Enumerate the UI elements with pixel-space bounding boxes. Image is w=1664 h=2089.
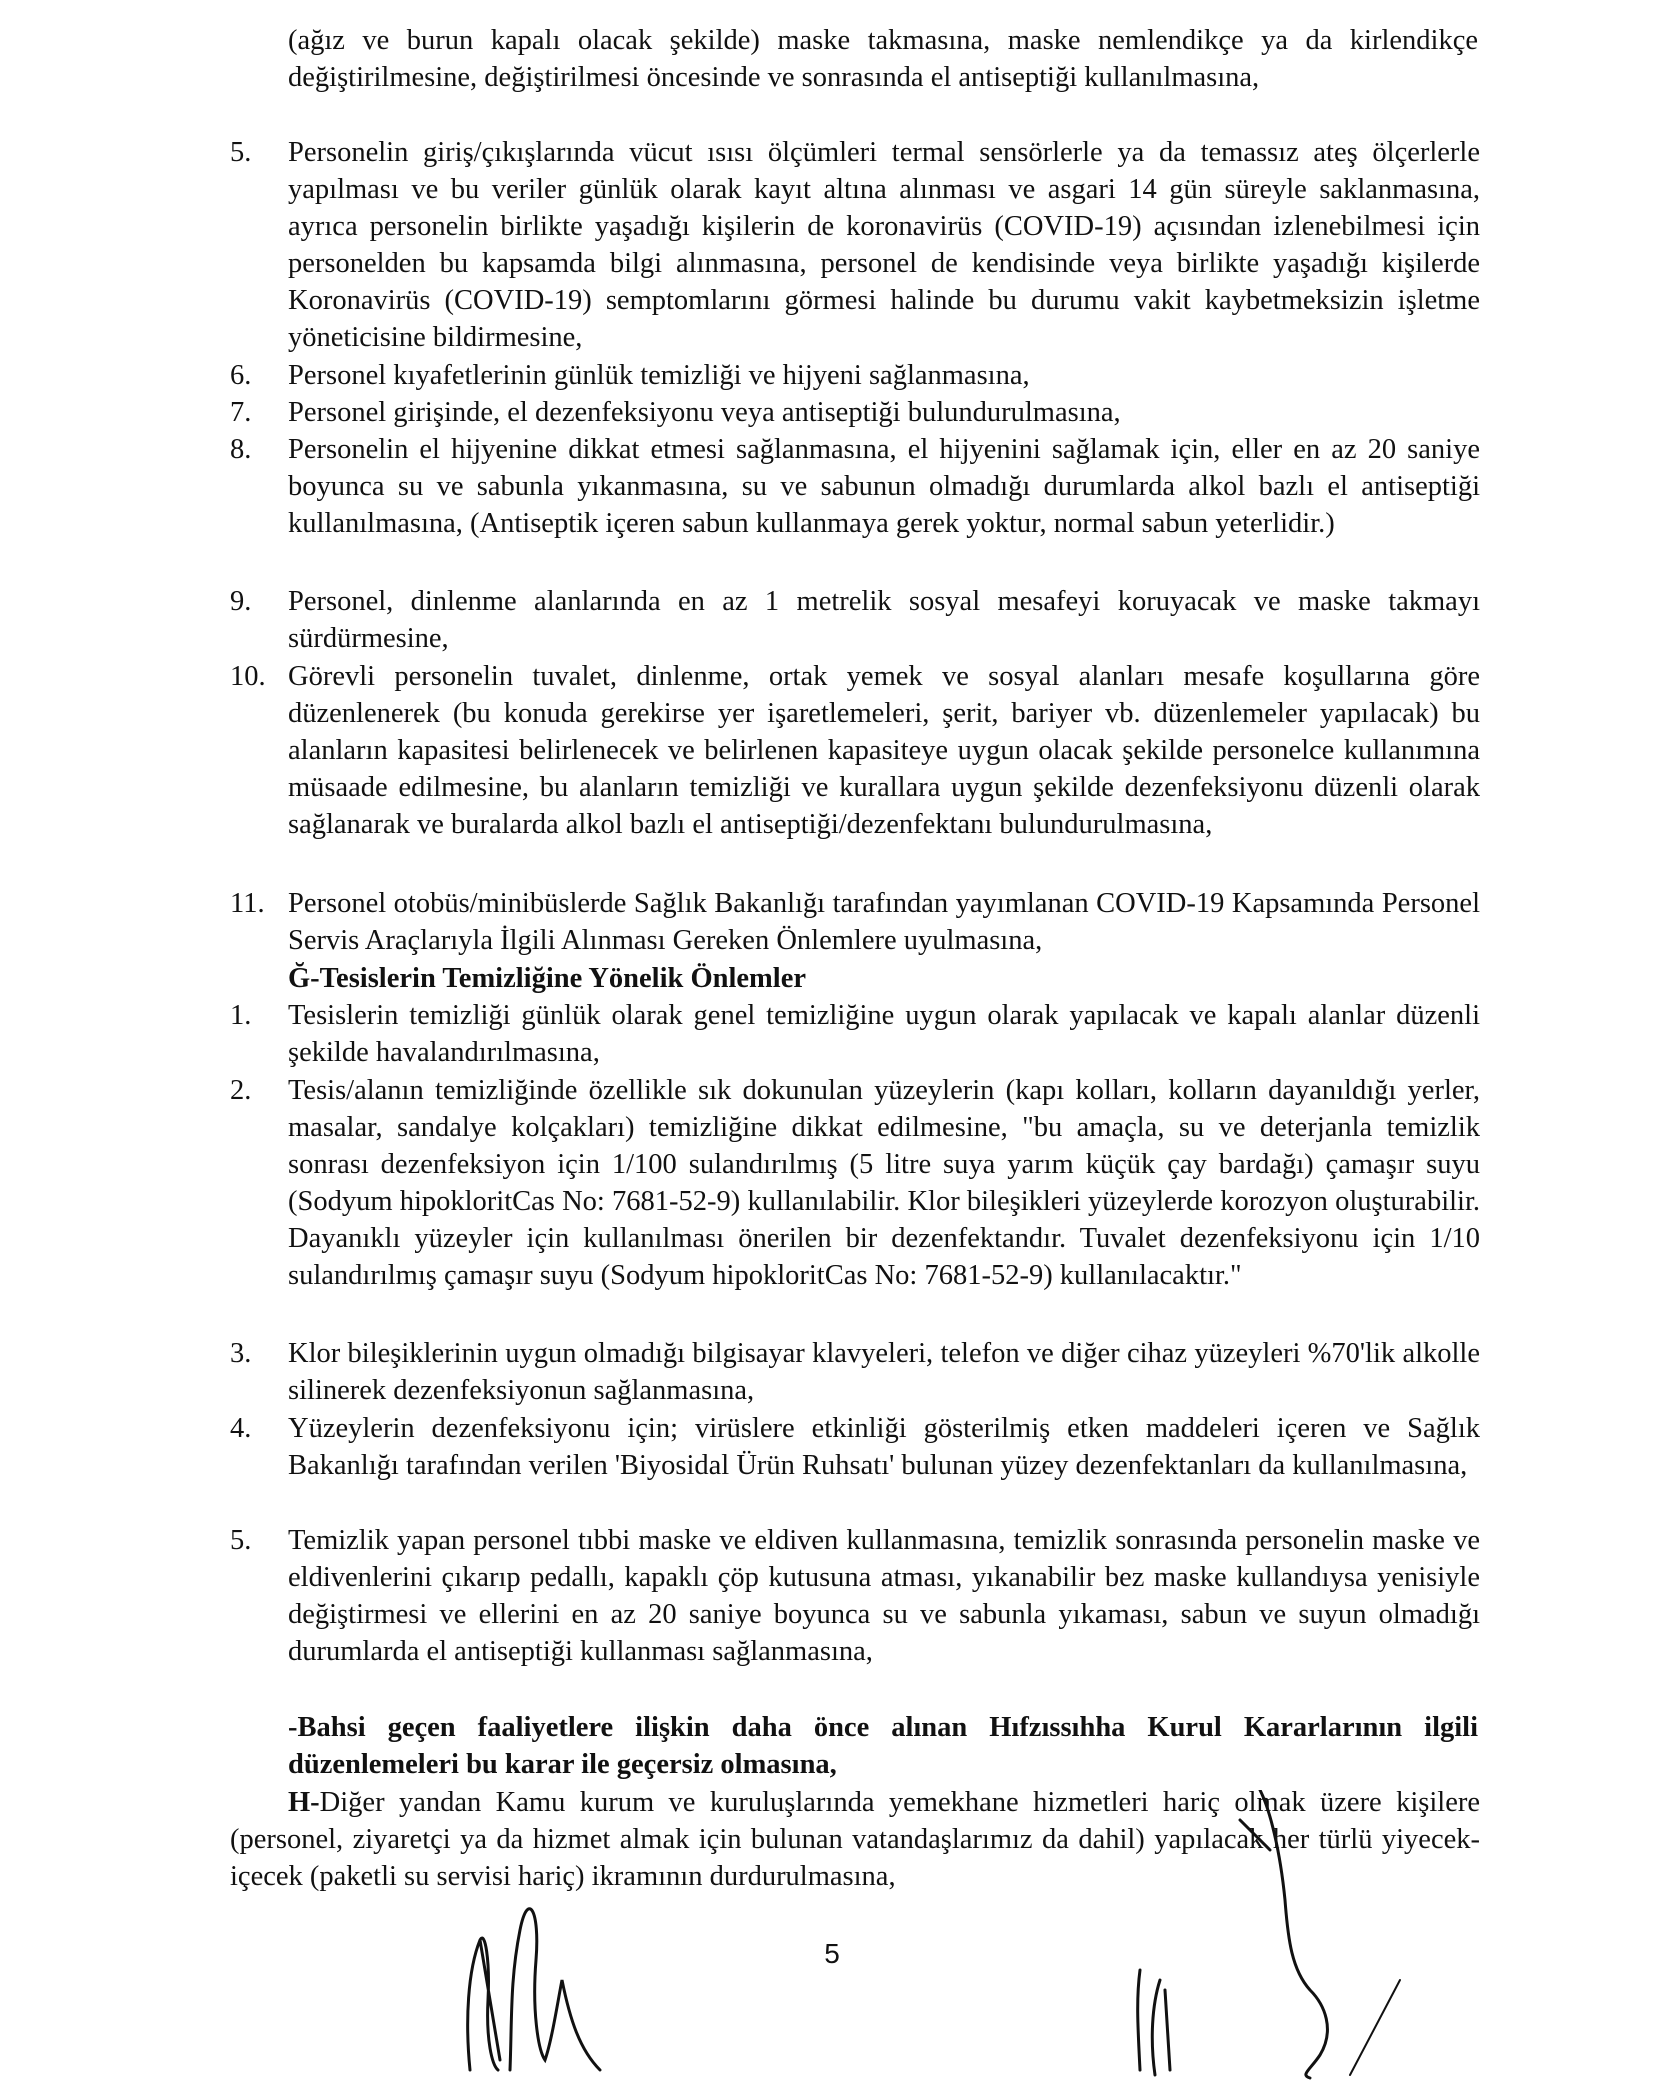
list-number: 2.	[230, 1075, 252, 1106]
h-paragraph-text: Diğer yandan Kamu kurum ve kuruluşlarında yemekhane hizmetleri hariç olmak üzere kişilere (personel, ziyaretçi ya da hizmet almak için bulunan vatandaşlarımız da dahil) yapılacak her türlü yiyecek-içecek (paketli su servisi hariç) ikramının durdurulmasına,	[230, 1787, 1480, 1892]
list-item-text: Görevli personelin tuvalet, dinlenme, ortak yemek ve sosyal alanları mesafe koşullarına göre düzenlenerek (bu konuda gerekirse yer işaretlemeleri, şerit, bariyer vb. düzenlemeler yapılacak) bu alanların kapasitesi belirlenecek ve belirlenen kapasiteye uygun olacak şekilde personelce kullanımına müsaade edilmesine, bu alanların temizliği ve kurallara uygun şekilde dezenfeksiyonu düzenli olarak sağlanarak ve buralarda alkol bazlı el antiseptiği/dezenfektanı bulundurulmasına,	[288, 661, 1480, 840]
list-item	[230, 357, 1480, 394]
list-item	[230, 1522, 1480, 1670]
list-item	[230, 1410, 1480, 1484]
list-item	[230, 394, 1480, 431]
bahsi-paragraph: -Bahsi geçen faaliyetlere ilişkin daha önce alınan Hıfzıssıhha Kurul Kararlarının ilgili düzenlemeleri bu karar ile geçersiz olmasına,	[288, 1712, 1478, 1780]
list-item	[230, 1072, 1480, 1294]
list-item	[230, 885, 1480, 959]
list-item-text: Personel kıyafetlerinin günlük temizliği ve hijyeni sağlanmasına,	[288, 360, 1030, 391]
list-item	[230, 431, 1480, 542]
intro-paragraph: (ağız ve burun kapalı olacak şekilde) maske takmasına, maske nemlendikçe ya da kirlendikçe değiştirilmesine, değiştirilmesi öncesinde ve sonrasında el antiseptiği kullanılmasına,	[288, 25, 1478, 93]
list-number: 8.	[230, 434, 252, 465]
list-item	[230, 658, 1480, 843]
list-item-text: Personelin el hijyenine dikkat etmesi sağlanmasına, el hijyenini sağlamak için, eller en az 20 saniye boyunca su ve sabunla yıkanmasına, su ve sabunun olmadığı durumlarda alkol bazlı el antiseptiği kullanılmasına, (Antiseptik içeren sabun kullanmaya gerek yoktur, normal sabun yeterlidir.)	[288, 434, 1480, 539]
list-item-text: Klor bileşiklerinin uygun olmadığı bilgisayar klavyeleri, telefon ve diğer cihaz yüzeyleri %70'lik alkolle silinerek dezenfeksiyonun sağlanmasına,	[288, 1338, 1480, 1406]
list-item-text: Tesis/alanın temizliğinde özellikle sık dokunulan yüzeylerin (kapı kolları, kolların dayanıldığı yerler, masalar, sandalye kolçakları) temizliğine dikkat edilmesine, "bu amaçla, su ve deterjanla temizlik sonrası dezenfeksiyon için 1/100 sulandırılmış (5 litre suya yarım küçük çay bardağı) çamaşır suyu (Sodyum hipokloritCas No: 7681-52-9) kullanılabilir. Klor bileşikleri yüzeylerde korozyon oluşturabilir. Dayanıklı yüzeyler için kullanılması önerilen bir dezenfektandır. Tuvalet dezenfeksiyonu için 1/10 sulandırılmış çamaşır suyu (Sodyum hipokloritCas No: 7681-52-9) kullanılacaktır."	[288, 1075, 1480, 1291]
list-item-text: Tesislerin temizliği günlük olarak genel temizliğine uygun olarak yapılacak ve kapalı alanlar düzenli şekilde havalandırılmasına,	[288, 1000, 1480, 1068]
page-number: 5	[824, 1938, 840, 1969]
list-number: 7.	[230, 397, 252, 428]
list-number: 9.	[230, 586, 252, 617]
list-item	[230, 583, 1480, 657]
list-item-text: Personelin giriş/çıkışlarında vücut ısısı ölçümleri termal sensörlerle ya da temassız ateş ölçerlerle yapılması ve bu veriler günlük olarak kayıt altına alınması ve asgari 14 gün süreyle saklanmasına, ayrıca personelin birlikte yaşadığı kişilerin de koronavirüs (COVID-19) açısından izlenebilmesi için personelden bu kapsamda bilgi alınmasına, personel de kendisinde veya birlikte yaşadığı kişilerde Koronavirüs (COVID-19) semptomlarını görmesi halinde bu durumu vakit kaybetmeksizin işletme yöneticisine bildirmesine,	[288, 137, 1480, 353]
h-paragraph-lead: H-	[288, 1787, 320, 1818]
list-number: 5.	[230, 1525, 252, 1556]
list-item-text: Personel girişinde, el dezenfeksiyonu veya antiseptiği bulundurulmasına,	[288, 397, 1121, 428]
list-number: 10.	[230, 661, 266, 692]
section-heading: Ğ-Tesislerin Temizliğine Yönelik Önlemler	[288, 963, 807, 994]
right-signature	[1110, 1790, 1440, 2080]
list-item	[230, 134, 1480, 356]
list-number: 3.	[230, 1338, 252, 1369]
list-number: 5.	[230, 137, 252, 168]
left-signature	[440, 1870, 640, 2080]
list-item-text: Personel, dinlenme alanlarında en az 1 metrelik sosyal mesafeyi koruyacak ve maske takmayı sürdürmesine,	[288, 586, 1480, 654]
list-item	[230, 1335, 1480, 1409]
list-number: 11.	[230, 888, 265, 919]
list-number: 1.	[230, 1000, 252, 1031]
list-number: 6.	[230, 360, 252, 391]
list-number: 4.	[230, 1413, 252, 1444]
list-item-text: Yüzeylerin dezenfeksiyonu için; virüslere etkinliği gösterilmiş etken maddeleri içeren ve Sağlık Bakanlığı tarafından verilen 'Biyosidal Ürün Ruhsatı' bulunan yüzey dezenfektanları da kullanılmasına,	[288, 1413, 1480, 1481]
list-item	[230, 997, 1480, 1071]
list-item-text: Personel otobüs/minibüslerde Sağlık Bakanlığı tarafından yayımlanan COVID-19 Kapsamında Personel Servis Araçlarıyla İlgili Alınması Gereken Önlemlere uyulmasına,	[288, 888, 1480, 956]
list-item-text: Temizlik yapan personel tıbbi maske ve eldiven kullanmasına, temizlik sonrasında personelin maske ve eldivenlerini çıkarıp pedallı, kapaklı çöp kutusuna atması, yıkanabilir bez maske kullandıysa yenisiyle değiştirmesi ve ellerini en az 20 saniye boyunca su ve sabunla yıkaması, sabun ve suyun olmadığı durumlarda el antiseptiği kullanması sağlanmasına,	[288, 1525, 1480, 1667]
